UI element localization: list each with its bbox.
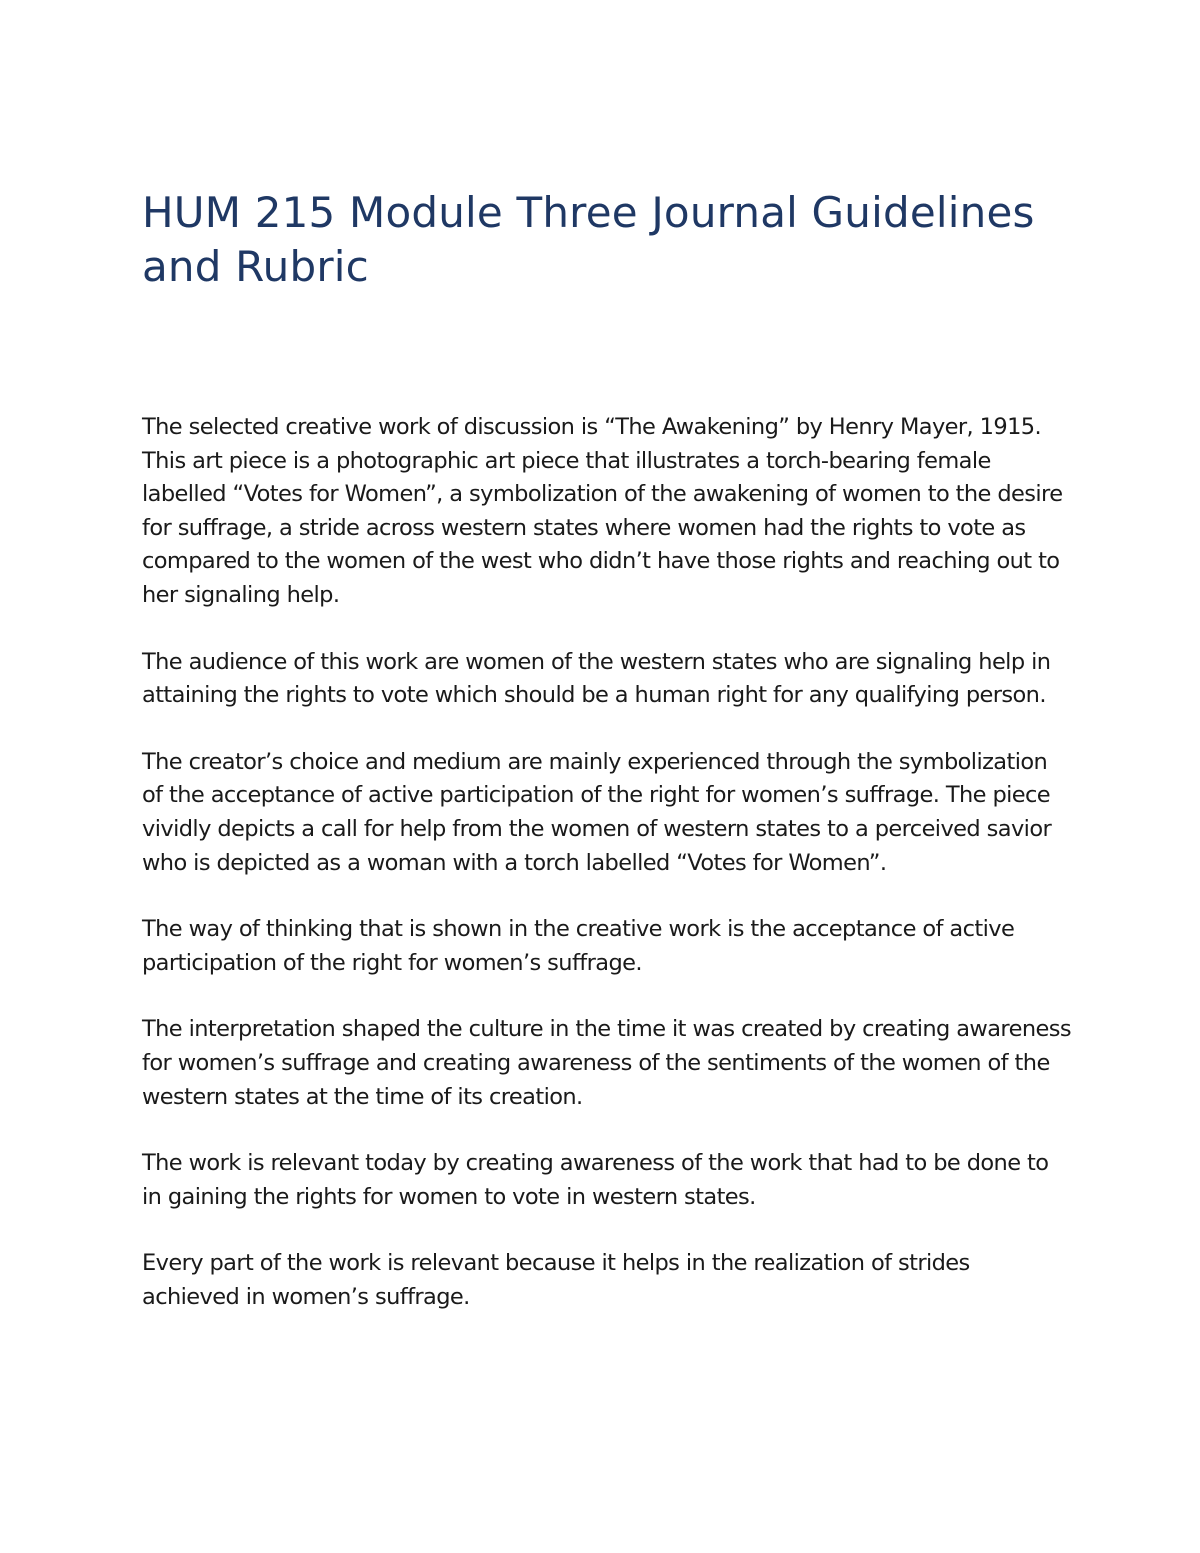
paragraph-relevance-today: The work is relevant today by creating awareness of the work that had to be done to in gaining the rights for women to vote in western states. — [142, 1150, 1049, 1210]
paragraph-creator-choice: The creator’s choice and medium are mainly experienced through the symbolization of the acceptance of active participation of the right for women’s suffrage. The piece vividly depicts a call for help from the women of western states to a perceived savior who is depicted as a woman with a torch labelled “Votes for Women”. — [142, 748, 1052, 876]
paragraph-way-of-thinking: The way of thinking that is shown in the creative work is the acceptance of active participation of the right for women’s suffrage. — [142, 916, 1015, 976]
document-body — [142, 411, 1072, 1347]
paragraph-creative-work: The selected creative work of discussion is “The Awakening” by Henry Mayer, 1915. This art piece is a photographic art piece that illustrates a torch-bearing female labelled “Votes for Women”, a symbolization of the awakening of women to the desire for suffrage, a stride across western states where women had the rights to vote as compared to the women of the west who didn’t have those rights and reaching out to her signaling help. — [142, 414, 1063, 608]
paragraph-audience: The audience of this work are women of the western states who are signaling help in attaining the rights to vote which should be a human right for any qualifying person. — [142, 648, 1051, 709]
paragraph-every-part: Every part of the work is relevant because it helps in the realization of strides achieved in women’s suffrage. — [142, 1250, 970, 1310]
paragraph-interpretation: The interpretation shaped the culture in the time it was created by creating awareness for women’s suffrage and creating awareness of the sentiments of the women of the western states at the time of its creation. — [142, 1016, 1071, 1110]
document-title: HUM 215 Module Three Journal Guidelines and Rubric — [142, 188, 1035, 291]
